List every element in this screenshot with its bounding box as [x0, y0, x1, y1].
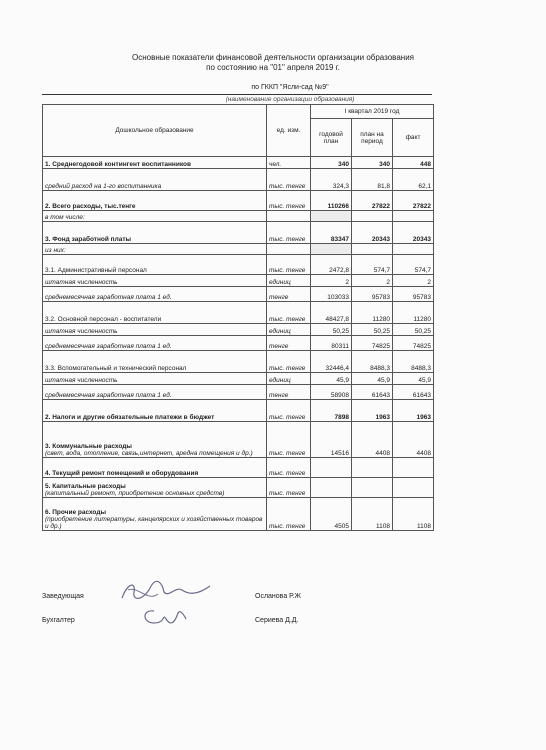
organization-name: по ГККП "Ясли-сад №9"	[251, 84, 329, 91]
row-title: 3.3. Вспомогательный и технический персонал	[45, 365, 187, 372]
row-annual-plan: 32446,4	[311, 351, 352, 373]
row-period-plan: 8488,3	[352, 351, 393, 373]
row-title: 2. Всего расходы, тыс.тенге	[45, 203, 136, 210]
row-name	[43, 169, 267, 191]
row-name	[43, 336, 267, 351]
row-fact: 50,25	[393, 324, 434, 336]
row-title: среднемесячная заработная плата 1 ед.	[45, 392, 172, 399]
table-row	[43, 400, 434, 422]
row-title: из них:	[45, 247, 66, 254]
row-subtitle: (приобретение литературы, канцелярских и хозяйственных товаров и др.)	[45, 516, 263, 530]
row-name	[43, 324, 267, 336]
accountant-role: Бухгалтер	[42, 617, 75, 624]
row-period-plan: 4408	[352, 422, 393, 458]
row-unit: тыс. тенге	[267, 222, 311, 244]
row-annual-plan: 7898	[311, 400, 352, 422]
table-row	[43, 244, 434, 255]
row-name	[43, 478, 267, 498]
row-fact	[393, 478, 434, 498]
header-fact: факт	[393, 119, 434, 157]
row-name	[43, 244, 267, 255]
row-fact: 20343	[393, 222, 434, 244]
row-fact: 2	[393, 275, 434, 287]
table-row	[43, 498, 434, 531]
row-annual-plan: 103033	[311, 287, 352, 302]
row-period-plan: 27822	[352, 191, 393, 211]
row-title: штатная численность	[45, 377, 118, 384]
row-title: среднемесячная заработная плата 1 ед.	[45, 294, 172, 301]
row-unit: тыс. тенге	[267, 458, 311, 478]
row-subtitle: (капитальный ремонт, приобретение основных средств)	[45, 490, 225, 497]
row-annual-plan: 50,25	[311, 324, 352, 336]
table-row	[43, 373, 434, 385]
row-name	[43, 302, 267, 324]
row-unit: единиц	[267, 373, 311, 385]
row-period-plan: 11280	[352, 302, 393, 324]
row-unit: тыс. тенге	[267, 498, 311, 531]
header-name: Дошкольное образование	[43, 105, 267, 157]
table-row	[43, 275, 434, 287]
row-period-plan: 45,9	[352, 373, 393, 385]
row-fact: 448	[393, 157, 434, 169]
header-period: I квартал 2019 год	[311, 105, 434, 119]
row-name	[43, 255, 267, 275]
row-name	[43, 211, 267, 222]
table-row	[43, 157, 434, 169]
row-name	[43, 275, 267, 287]
row-annual-plan: 83347	[311, 222, 352, 244]
row-period-plan: 74825	[352, 336, 393, 351]
row-fact	[393, 244, 434, 255]
table-row	[43, 458, 434, 478]
row-name	[43, 498, 267, 531]
row-annual-plan: 58908	[311, 385, 352, 400]
row-unit: тенге	[267, 385, 311, 400]
table-row	[43, 422, 434, 458]
row-name	[43, 373, 267, 385]
row-unit: тыс. тенге	[267, 422, 311, 458]
row-fact: 27822	[393, 191, 434, 211]
row-period-plan	[352, 458, 393, 478]
row-period-plan: 1108	[352, 498, 393, 531]
row-period-plan: 20343	[352, 222, 393, 244]
row-unit: тыс. тенге	[267, 400, 311, 422]
row-unit: чел.	[267, 157, 311, 169]
row-title: штатная численность	[45, 279, 118, 286]
row-annual-plan	[311, 244, 352, 255]
row-unit: тенге	[267, 287, 311, 302]
row-fact: 1963	[393, 400, 434, 422]
row-unit	[267, 211, 311, 222]
row-title: 3. Фонд заработной платы	[45, 236, 132, 243]
row-period-plan: 1963	[352, 400, 393, 422]
financial-table	[42, 104, 434, 531]
row-annual-plan	[311, 211, 352, 222]
header-period-plan: план на период	[352, 119, 393, 157]
table-row	[43, 211, 434, 222]
row-title: 6. Прочие расходы	[45, 509, 106, 516]
table-row	[43, 302, 434, 324]
row-unit: единиц	[267, 275, 311, 287]
table-row	[43, 222, 434, 244]
row-period-plan: 50,25	[352, 324, 393, 336]
document-title: Основные показатели финансовой деятельности организации образования	[131, 53, 415, 62]
row-period-plan	[352, 244, 393, 255]
row-fact: 45,9	[393, 373, 434, 385]
row-unit: тыс. тенге	[267, 478, 311, 498]
head-role: Заведующая	[42, 593, 84, 600]
table-row	[43, 478, 434, 498]
row-annual-plan: 2472,8	[311, 255, 352, 275]
row-fact: 61643	[393, 385, 434, 400]
row-fact: 74825	[393, 336, 434, 351]
row-annual-plan	[311, 458, 352, 478]
table-row	[43, 169, 434, 191]
row-title: 4. Текущий ремонт помещений и оборудования	[45, 470, 199, 477]
row-unit: тыс. тенге	[267, 302, 311, 324]
row-name	[43, 222, 267, 244]
row-annual-plan: 324,3	[311, 169, 352, 191]
row-fact: 574,7	[393, 255, 434, 275]
row-name	[43, 385, 267, 400]
row-annual-plan: 2	[311, 275, 352, 287]
row-fact: 1108	[393, 498, 434, 531]
row-subtitle: (свет, вода, отопление, связь,интернет, аредна помещения и др.)	[45, 450, 253, 457]
row-title: 2. Налоги и другие обязательные платежи в бюджет	[45, 414, 215, 421]
row-period-plan: 81,8	[352, 169, 393, 191]
row-period-plan: 61643	[352, 385, 393, 400]
row-fact: 4408	[393, 422, 434, 458]
table-row	[43, 351, 434, 373]
row-annual-plan: 48427,8	[311, 302, 352, 324]
row-period-plan: 574,7	[352, 255, 393, 275]
document-date: по состоянию на "01" апреля 2019 г.	[206, 63, 340, 72]
row-annual-plan: 110266	[311, 191, 352, 211]
header-unit: ед. изм.	[267, 105, 311, 157]
row-name	[43, 287, 267, 302]
row-unit: тыс. тенге	[267, 169, 311, 191]
row-period-plan	[352, 211, 393, 222]
row-fact: 95783	[393, 287, 434, 302]
accountant-signature	[140, 605, 190, 629]
row-title: штатная численность	[45, 328, 118, 335]
row-period-plan: 340	[352, 157, 393, 169]
row-name	[43, 458, 267, 478]
row-fact: 8488,3	[393, 351, 434, 373]
row-fact	[393, 211, 434, 222]
table-row	[43, 287, 434, 302]
row-title: 3. Коммунальные расходы	[45, 443, 132, 450]
row-title: 5. Капитальные расходы	[45, 483, 126, 490]
row-annual-plan: 340	[311, 157, 352, 169]
row-period-plan: 95783	[352, 287, 393, 302]
organization-note: (наименование организации образования)	[225, 96, 355, 103]
row-name	[43, 400, 267, 422]
row-title: 3.2. Основной персонал - воспитатели	[45, 316, 162, 323]
head-signature	[118, 578, 214, 606]
table-row	[43, 191, 434, 211]
row-title: в том числе:	[45, 214, 85, 221]
table-row	[43, 385, 434, 400]
row-name	[43, 422, 267, 458]
row-unit: единиц	[267, 324, 311, 336]
header-annual-plan: годовой план	[311, 119, 352, 157]
organization-underline	[42, 94, 432, 95]
row-unit: тыс. тенге	[267, 191, 311, 211]
row-title: 1. Среднегодовой контингент воспитанников	[45, 161, 191, 168]
row-period-plan: 2	[352, 275, 393, 287]
row-period-plan	[352, 478, 393, 498]
row-fact: 11280	[393, 302, 434, 324]
row-annual-plan: 80311	[311, 336, 352, 351]
head-name: Осланова Р.Ж	[255, 593, 301, 600]
table-row	[43, 324, 434, 336]
row-name	[43, 351, 267, 373]
row-fact: 62,1	[393, 169, 434, 191]
row-title: среднемесячная заработная плата 1 ед.	[45, 343, 172, 350]
row-annual-plan	[311, 478, 352, 498]
row-unit: тыс. тенге	[267, 255, 311, 275]
row-unit: тенге	[267, 336, 311, 351]
row-name	[43, 191, 267, 211]
table-row	[43, 336, 434, 351]
row-title: средний расход на 1-го воспитанника	[45, 183, 162, 190]
row-annual-plan: 45,9	[311, 373, 352, 385]
row-title: 3.1. Административный персонал	[45, 267, 147, 274]
row-name	[43, 157, 267, 169]
table-row	[43, 255, 434, 275]
row-fact	[393, 458, 434, 478]
accountant-name: Сериева Д.Д.	[255, 617, 299, 624]
row-annual-plan: 14516	[311, 422, 352, 458]
row-unit: тыс. тенге	[267, 351, 311, 373]
row-annual-plan: 4505	[311, 498, 352, 531]
row-unit	[267, 244, 311, 255]
